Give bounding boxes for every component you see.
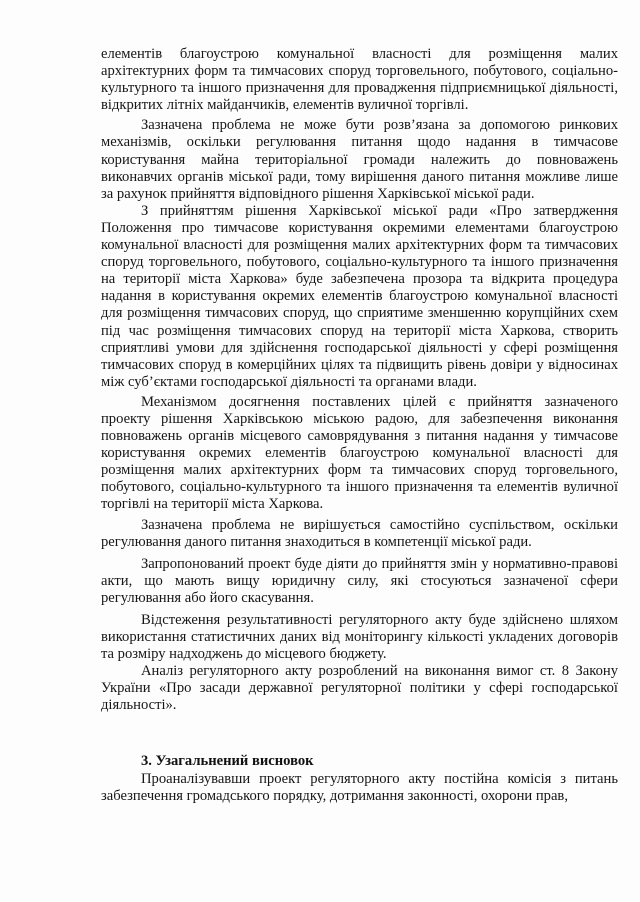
paragraph-not-self-solved: Зазначена проблема не вирішується самостійно суспільством, оскільки регулювання даного питання знаходиться в компетенції міської ради. (101, 516, 618, 550)
paragraph-validity-period: Запропонований проект буде діяти до прийняття змін у нормативно-правові акти, що мають вищу юридичну силу, які стосуються зазначеної сфери регулювання або його скасування. (101, 555, 618, 606)
paragraph-monitoring: Відстеження результативності регуляторного акту буде здійснено шляхом використання статистичних даних від моніторингу кількості укладених договорів та розміру надходжень до місцевого бюджету. (101, 612, 618, 663)
paragraph-mechanism: Механізмом досягнення поставлених цілей є прийняття зазначеного проекту рішення Харківською міською радою, для забезпечення виконання повноважень органів місцевого самоврядування з питання надання у тимчасове користування окремих елементів благоустрою комунальної власності для розміщення малих архітектурних форм та тимчасових споруд торговельного, побутового, соціально-культурного та іншого призначення та елементів вуличної торгівлі на території міста Харкова. (101, 393, 618, 513)
section-heading: 3. Узагальнений висновок (141, 753, 314, 769)
paragraph-analysis-basis: Аналіз регуляторного акту розроблений на виконання вимог ст. 8 Закону України «Про засади державної регуляторної політики у сфері господарської діяльності». (101, 663, 618, 714)
document-body (101, 46, 618, 715)
paragraph-continuation: елементів благоустрою комунальної власності для розміщення малих архітектурних форм та тимчасових споруд торговельного, побутового, соціально-культурного та іншого призначення для провадження підприємницької діяльності, відкритих літніх майданчиків, елементів вуличної торгівлі. (101, 46, 618, 114)
paragraph-conclusion: Проаналізувавши проект регуляторного акту постійна комісія з питань забезпечення громадського порядку, дотримання законності, охорони прав, (101, 771, 618, 805)
paragraph-market-mechanisms: Зазначена проблема не може бути розв’язана за допомогою ринкових механізмів, оскільки регулювання питання щодо надання в тимчасове користування майна територіальної громади належить до повноважень виконавчих органів міської ради, тому вирішення даного питання можливе лише за рахунок прийняття відповідного рішення Харківської міської ради. (101, 117, 618, 202)
paragraph-adoption-effects: З прийняттям рішення Харківської міської ради «Про затвердження Положення про тимчасове користування окремими елементами благоустрою комунальної власності для розміщення малих архітектурних форм та тимчасових споруд торговельного, побутового, соціально-культурного та іншого призначення на території міста Харкова» буде забезпечена прозора та відкрита процедура надання в користування окремих елементів благоустрою комунальної власності для розміщення тимчасових споруд, що сприятиме зменшенню корупційних схем під час розміщення тимчасових споруд на території міста Харкова, створить сприятливі умови для здійснення господарської діяльності у сфері розміщення тимчасових споруд в комерційних цілях та підвищить рівень довіри у відносинах між суб’єктами господарської діяльності та органами влади. (101, 202, 618, 390)
conclusion-block (101, 771, 618, 805)
